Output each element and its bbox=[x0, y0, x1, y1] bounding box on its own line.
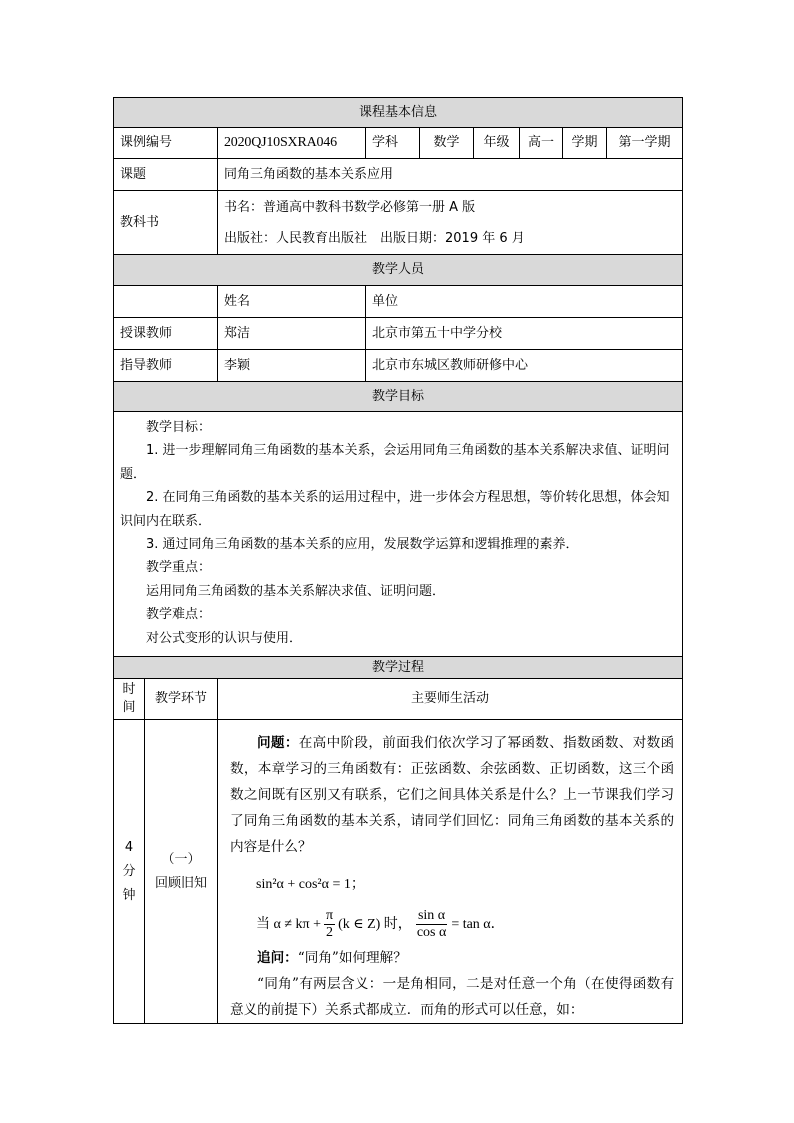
staff-role: 指导教师 bbox=[114, 350, 218, 382]
formula-pythagorean: sin²α + cos²α = 1； bbox=[256, 877, 365, 893]
textbook-details bbox=[218, 191, 683, 255]
objectives-header: 教学目标 bbox=[114, 382, 683, 412]
topic-label: 课题 bbox=[114, 159, 218, 191]
sin-over-cos-fraction bbox=[415, 908, 449, 941]
followup-text: “同角”如何理解？ bbox=[297, 950, 407, 967]
unit-column-header: 单位 bbox=[366, 286, 683, 318]
textbook-title: 书名：普通高中教科书数学必修第一册 A 版 bbox=[224, 199, 476, 215]
course-info-header: 课程基本信息 bbox=[114, 98, 683, 128]
fraction-numerator: sin α bbox=[417, 908, 446, 924]
activity-cell bbox=[218, 720, 683, 1024]
question-text: 在高中阶段，前面我们依次学习了幂函数、指数函数、对数函数，本章学习的三角函数有：正弦函数、余弦函数、正切函数，这三个函数之间既有区别又有联系，它们之间具体关系是什么？上一节课我们学习了同角三角函数的基本关系，请同学们回忆：同角三角函数的基本关系的内容是什么？ bbox=[230, 735, 675, 856]
time-column-header: 时间 bbox=[114, 679, 145, 720]
fraction-denominator: 2 bbox=[326, 925, 334, 941]
staff-header: 教学人员 bbox=[114, 255, 683, 286]
textbook-label: 教科书 bbox=[114, 191, 218, 255]
difficulty-label: 教学难点： bbox=[146, 607, 212, 623]
formula-condition-prefix: 当 α ≠ kπ + bbox=[256, 916, 321, 932]
name-column-header: 姓名 bbox=[218, 286, 366, 318]
formula-condition-mid: (k ∈ Z) 时， bbox=[338, 916, 412, 932]
topic-value: 同角三角函数的基本关系应用 bbox=[218, 159, 683, 191]
staff-name: 郑洁 bbox=[218, 318, 366, 350]
subject-label: 学科 bbox=[366, 128, 420, 159]
question-label: 问题： bbox=[257, 735, 299, 752]
pi-over-two-fraction bbox=[324, 908, 335, 941]
term-value: 第一学期 bbox=[607, 128, 683, 159]
staff-unit: 北京市东城区教师研修中心 bbox=[366, 350, 683, 382]
objectives-content bbox=[114, 412, 683, 657]
lesson-plan-table bbox=[113, 97, 683, 1024]
fraction-numerator: π bbox=[325, 908, 334, 924]
stage-cell bbox=[145, 720, 218, 1024]
key-points-label: 教学重点： bbox=[146, 560, 212, 576]
goal-item: 3. 通过同角三角函数的基本关系的应用，发展数学运算和逻辑推理的素养． bbox=[146, 537, 579, 553]
time-cell: 4分钟 bbox=[114, 720, 145, 1024]
formula-tangent bbox=[256, 908, 674, 941]
grade-label: 年级 bbox=[474, 128, 520, 159]
staff-role: 授课教师 bbox=[114, 318, 218, 350]
staff-unit: 北京市第五十中学分校 bbox=[366, 318, 683, 350]
process-header: 教学过程 bbox=[114, 657, 683, 679]
answer-text: “同角”有两层含义：一是角相同，二是对任意一个角（在使得函数有意义的前提下）关系式都成立．而角的形式可以任意，如： bbox=[230, 976, 675, 1019]
grade-value: 高一 bbox=[520, 128, 563, 159]
stage-column-header: 教学环节 bbox=[145, 679, 218, 720]
textbook-publisher: 出版社：人民教育出版社 出版日期：2019 年 6 月 bbox=[224, 230, 525, 246]
activity-column-header: 主要师生活动 bbox=[218, 679, 683, 720]
goal-item: 1. 进一步理解同角三角函数的基本关系，会运用同角三角函数的基本关系解决求值、证明问题． bbox=[120, 443, 670, 482]
key-points-text: 运用同角三角函数的基本关系解决求值、证明问题． bbox=[146, 583, 446, 599]
course-code-value: 2020QJ10SXRA046 bbox=[218, 128, 366, 159]
staff-empty-cell bbox=[114, 286, 218, 318]
stage-name: 回顾旧知 bbox=[154, 875, 207, 891]
lesson-plan-sheet bbox=[113, 97, 682, 1024]
subject-value: 数学 bbox=[420, 128, 474, 159]
formula-result: = tan α． bbox=[451, 916, 505, 932]
fraction-denominator: cos α bbox=[416, 925, 447, 941]
followup-label: 追问： bbox=[257, 950, 298, 967]
goal-item: 2. 在同角三角函数的基本关系的运用过程中，进一步体会方程思想，等价转化思想，体会知识间内在联系． bbox=[120, 490, 670, 529]
course-code-label: 课例编号 bbox=[114, 128, 218, 159]
stage-number: （一） bbox=[161, 851, 201, 867]
term-label: 学期 bbox=[563, 128, 607, 159]
staff-name: 李颖 bbox=[218, 350, 366, 382]
difficulty-text: 对公式变形的认识与使用． bbox=[146, 630, 303, 646]
goals-label: 教学目标： bbox=[146, 420, 212, 435]
